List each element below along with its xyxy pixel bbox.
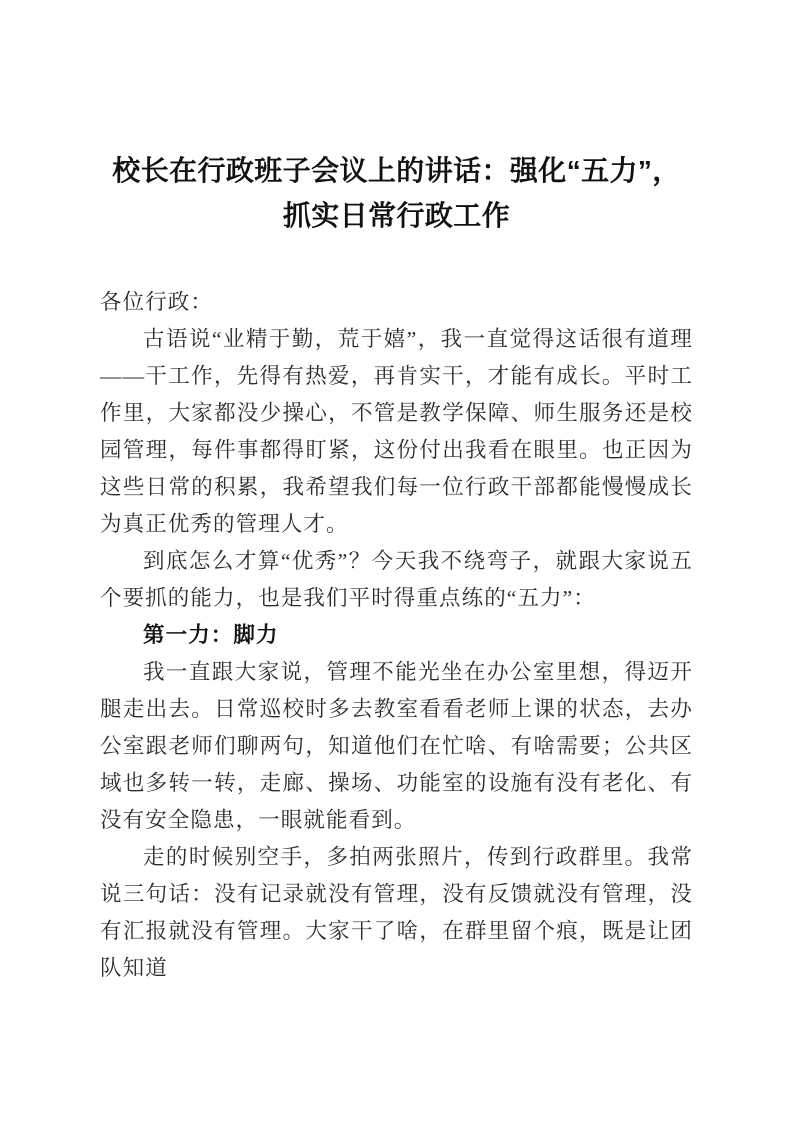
page-text-column	[100, 0, 693, 987]
page-title: 校长在行政班子会议上的讲话：强化“五力”，抓实日常行政工作	[112, 155, 681, 231]
salutation-line: 各位行政：	[100, 290, 214, 314]
body-paragraph-1: 古语说“业精于勤，荒于嬉”，我一直觉得这话很有道理——干工作，先得有热爱，再肯实干，才能有成长。平时工作里，大家都没少操心，不管是教学保障、师生服务还是校园管理，每件事都得盯紧，这份付出我看在眼里。也正因为这些日常的积累，我希望我们每一位行政干部都能慢慢成长为真正优秀的管理人才。	[100, 327, 693, 536]
section-heading-first-ability: 第一力：脚力	[143, 623, 279, 647]
section-1-paragraph-1: 我一直跟大家说，管理不能光坐在办公室里想，得迈开腿走出去。日常巡校时多去教室看看老师上课的状态，去办公室跟老师们聊两句，知道他们在忙啥、有啥需要；公共区域也多转一转，走廊、操场、功能室的设施有没有老化、有没有安全隐患，一眼就能看到。	[100, 660, 693, 832]
body-paragraph-2: 到底怎么才算“优秀”？今天我不绕弯子，就跟大家说五个要抓的能力，也是我们平时得重点练的“五力”：	[100, 549, 693, 610]
section-1-paragraph-2: 走的时候别空手，多拍两张照片，传到行政群里。我常说三句话：没有记录就没有管理，没有反馈就没有管理，没有汇报就没有管理。大家干了啥，在群里留个痕，既是让团队知道	[100, 845, 693, 980]
